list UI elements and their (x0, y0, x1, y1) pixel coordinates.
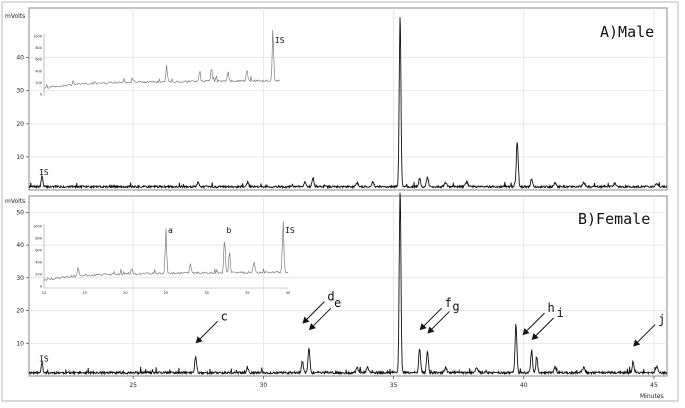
inset-ytick-label: 200 (35, 80, 42, 85)
chromatogram-trace (29, 17, 667, 188)
annotations-top (39, 168, 49, 177)
inset-annotation-label: b (226, 226, 232, 236)
inset-ytick-label: 400 (35, 69, 42, 74)
xtick-label: 25 (129, 382, 137, 389)
annotation-arrow (198, 321, 218, 341)
inset-ytick-label: 600 (35, 248, 42, 253)
peak-annotation-label: IS (39, 168, 49, 178)
inset-xtick-label: 10 (41, 291, 47, 295)
ytick-label: 50 (16, 209, 24, 217)
title-top: A)Male (600, 23, 655, 41)
trace-female (29, 193, 667, 374)
chromatogram-trace (29, 193, 667, 374)
annotation-arrow (422, 308, 442, 328)
inset-ytick-label: 200 (35, 272, 42, 277)
panel-female (5, 193, 667, 400)
xtick-label: 35 (389, 382, 398, 389)
inset-ytick-label: 0 (39, 92, 42, 97)
inset-ytick-label: 0 (39, 284, 42, 289)
xtick-label: 40 (519, 382, 528, 389)
inset-female (33, 221, 295, 295)
xlabel-bottom: Minutes (640, 393, 664, 400)
inset-male (33, 30, 285, 96)
ytick-label: 30 (16, 274, 24, 282)
ytick-label: 20 (16, 307, 24, 315)
annotation-arrow (635, 325, 655, 345)
inset-xtick-label: 15 (82, 291, 87, 295)
peak-annotation-label: g (452, 299, 460, 314)
annotation-arrow (304, 302, 324, 322)
annotation-arrow (429, 311, 449, 331)
peak-annotation-label: f (444, 296, 452, 311)
peak-annotation-label: i (556, 306, 564, 320)
plot-frame-top (29, 8, 667, 190)
inset-annotation-label: IS (274, 35, 285, 45)
inset-ytick-label: 600 (35, 57, 42, 62)
trace-male (29, 17, 667, 188)
ytick-label: 10 (16, 153, 24, 161)
xtick-label: 30 (259, 382, 268, 389)
xticks-bottom (129, 376, 658, 389)
inset-ytick-label: 1000 (33, 34, 42, 39)
grid-bottom (29, 196, 667, 376)
peak-annotation-label: e (333, 296, 342, 311)
ytick-label: 40 (16, 54, 24, 62)
ytick-label: 10 (16, 340, 24, 348)
inset-xtick-label: 25 (163, 291, 169, 295)
ylabel-bottom: mVolts (5, 198, 26, 205)
ytick-label: 40 (16, 242, 24, 250)
inset-annotation-label: IS (285, 226, 295, 236)
plot-frame-bottom (29, 196, 667, 376)
ylabel-top: mVolts (5, 13, 26, 20)
inset-xtick-label: 30 (204, 291, 209, 295)
peak-annotation-label: IS (39, 354, 49, 364)
inset-ytick-label: 800 (35, 46, 42, 51)
annotation-arrow (311, 308, 331, 328)
inset-ytick-label: 400 (35, 260, 42, 265)
inset-xtick-label: 35 (245, 291, 250, 295)
inset-ytick-label: 1000 (33, 224, 42, 229)
inset-trace (44, 30, 280, 88)
outer-frame (2, 2, 678, 401)
xtick-label: 45 (650, 382, 658, 389)
inset-xtick-label: 20 (123, 291, 128, 295)
title-bottom: B)Female (578, 210, 651, 228)
peak-annotation-label: h (547, 301, 555, 316)
inset-ytick-label: 800 (35, 236, 42, 241)
yticks-bottom (16, 209, 29, 347)
peak-annotation-label: d (327, 289, 335, 304)
peak-annotation-label: c (220, 309, 228, 324)
inset-annotation-label: a (168, 226, 173, 236)
yticks-top (16, 55, 29, 161)
ytick-label: 20 (16, 120, 24, 128)
ytick-label: 30 (16, 87, 24, 95)
grid-top (29, 8, 667, 190)
inset-xtick-label: 40 (285, 291, 291, 295)
peak-annotation-label: j (658, 312, 666, 327)
inset-trace (44, 221, 288, 280)
panel-male (5, 8, 667, 190)
